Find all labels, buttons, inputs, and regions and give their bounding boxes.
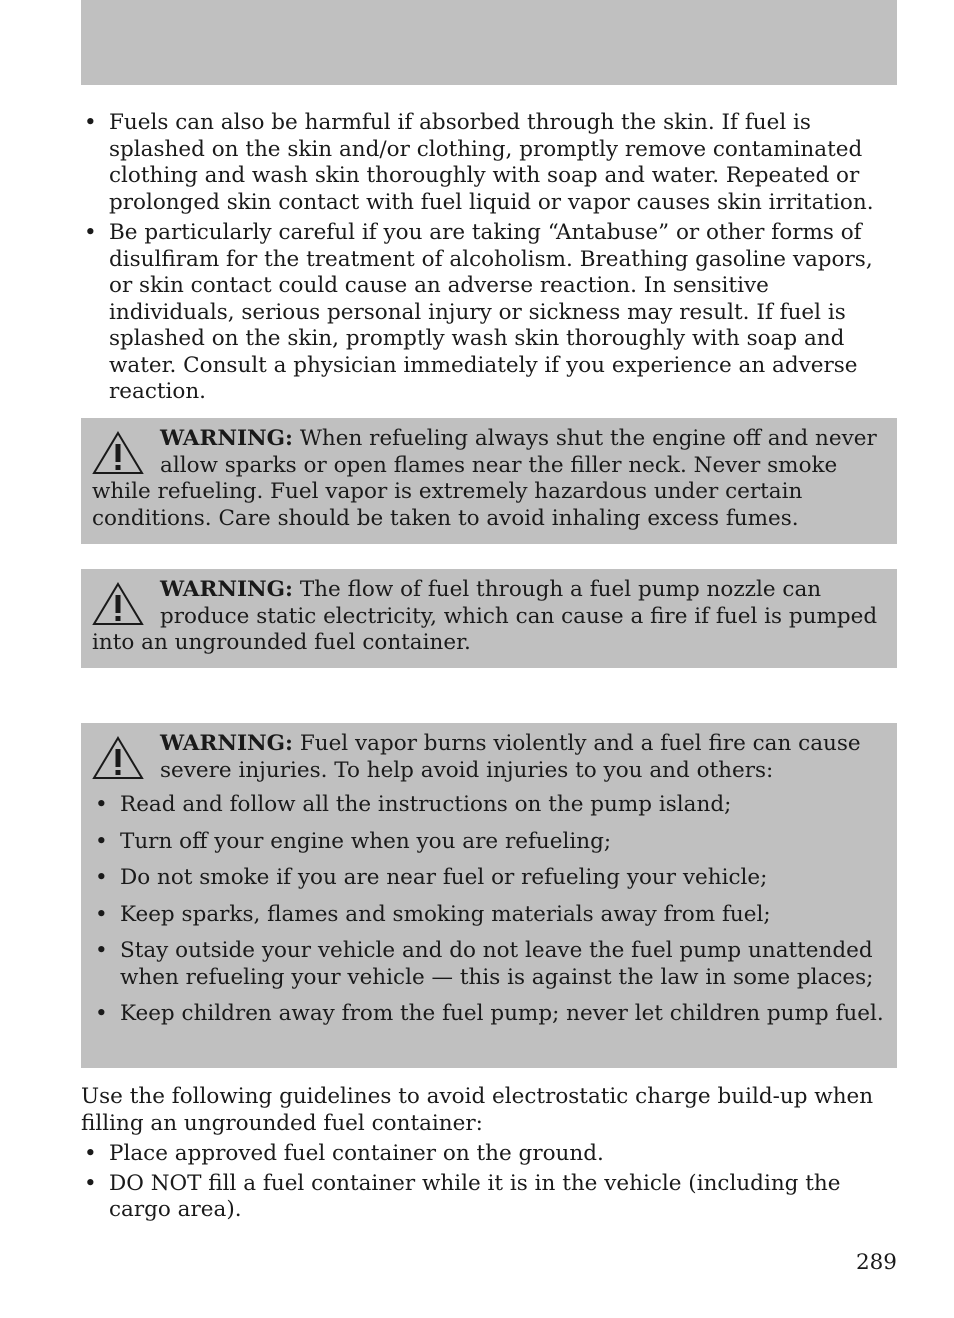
list-item (92, 829, 887, 856)
header-bar (81, 0, 897, 85)
bullet-icon: • (84, 1170, 97, 1196)
list-item (92, 1001, 887, 1028)
list-item-text: Keep children away from the fuel pump; never let children pump fuel. (120, 1001, 884, 1026)
bullet-icon: • (84, 220, 97, 245)
warning-label: WARNING: (160, 731, 293, 756)
bullet-icon: • (95, 792, 108, 817)
list-item (92, 865, 887, 892)
list-item (92, 938, 887, 991)
guidelines-intro: Use the following guidelines to avoid electrostatic charge build-up when filling an ungrounded fuel container: (81, 1084, 874, 1136)
page-number: 289 (855, 1250, 897, 1275)
guidelines-bullet-list (81, 1141, 897, 1228)
list-item-text: Read and follow all the instructions on the pump island; (120, 792, 732, 817)
bullet-icon: • (95, 828, 108, 854)
bullet-icon: • (84, 110, 97, 135)
top-bullet-list (81, 110, 897, 410)
list-item (92, 902, 887, 929)
list-item-text: DO NOT fill a fuel container while it is in the vehicle (including the cargo area). (109, 1170, 841, 1222)
warning-text: Fuel vapor burns violently and a fuel fire can cause severe injuries. To help avoid injuries to you and others: (160, 731, 861, 783)
list-item (81, 110, 897, 216)
list-item-text: Turn off your engine when you are refueling; (120, 828, 612, 854)
warning-text: When refueling always shut the engine off and never allow sparks or open flames near the filler neck. Never smoke while refueling. Fuel vapor is extremely hazardous under certain conditions. Care should be taken to avoid inhaling excess fumes. (92, 426, 877, 531)
list-item (81, 220, 897, 406)
warning-triangle-icon (92, 581, 144, 627)
bullet-icon: • (95, 865, 108, 890)
warning-bullet-list (92, 792, 887, 1028)
bullet-icon: • (84, 1141, 97, 1166)
warning-triangle-icon (92, 430, 144, 476)
list-item (81, 1171, 897, 1224)
list-item (92, 792, 887, 819)
warning-box-fire (81, 723, 897, 1068)
bullet-icon: • (95, 938, 108, 963)
bullet-icon: • (95, 901, 108, 927)
list-item-text: Do not smoke if you are near fuel or refueling your vehicle; (120, 865, 768, 890)
list-item-text: Keep sparks, flames and smoking materials away from fuel; (120, 901, 771, 927)
list-item-text: Be particularly careful if you are taking “Antabuse” or other forms of disulfiram for the treatment of alcoholism. Breathing gasoline vapors, or skin contact could cause an adverse reaction. In sensitive individuals, serious personal injury or sickness may result. If fuel is splashed on the skin, promptly wash skin thoroughly with soap and water. Consult a physician immediately if you experience an adverse reaction. (109, 220, 873, 404)
warning-box-static (81, 569, 897, 668)
warning-label: WARNING: (160, 426, 293, 451)
bullet-icon: • (95, 1001, 108, 1026)
list-item (81, 1141, 897, 1168)
warning-box-refueling (81, 418, 897, 544)
list-item-text: Stay outside your vehicle and do not leave the fuel pump unattended when refueling your vehicle — this is against the law in some places; (120, 938, 874, 990)
warning-text: The flow of fuel through a fuel pump nozzle can produce static electricity, which can cause a fire if fuel is pumped into an ungrounded fuel container. (92, 577, 878, 655)
warning-triangle-icon (92, 735, 144, 781)
warning-label: WARNING: (160, 577, 293, 602)
list-item-text: Fuels can also be harmful if absorbed through the skin. If fuel is splashed on the skin and/or clothing, promptly remove contaminated clothing and wash skin thoroughly with soap and water. Repeated or prolonged skin contact with fuel liquid or vapor causes skin irritation. (109, 110, 874, 215)
list-item-text: Place approved fuel container on the ground. (109, 1141, 604, 1166)
